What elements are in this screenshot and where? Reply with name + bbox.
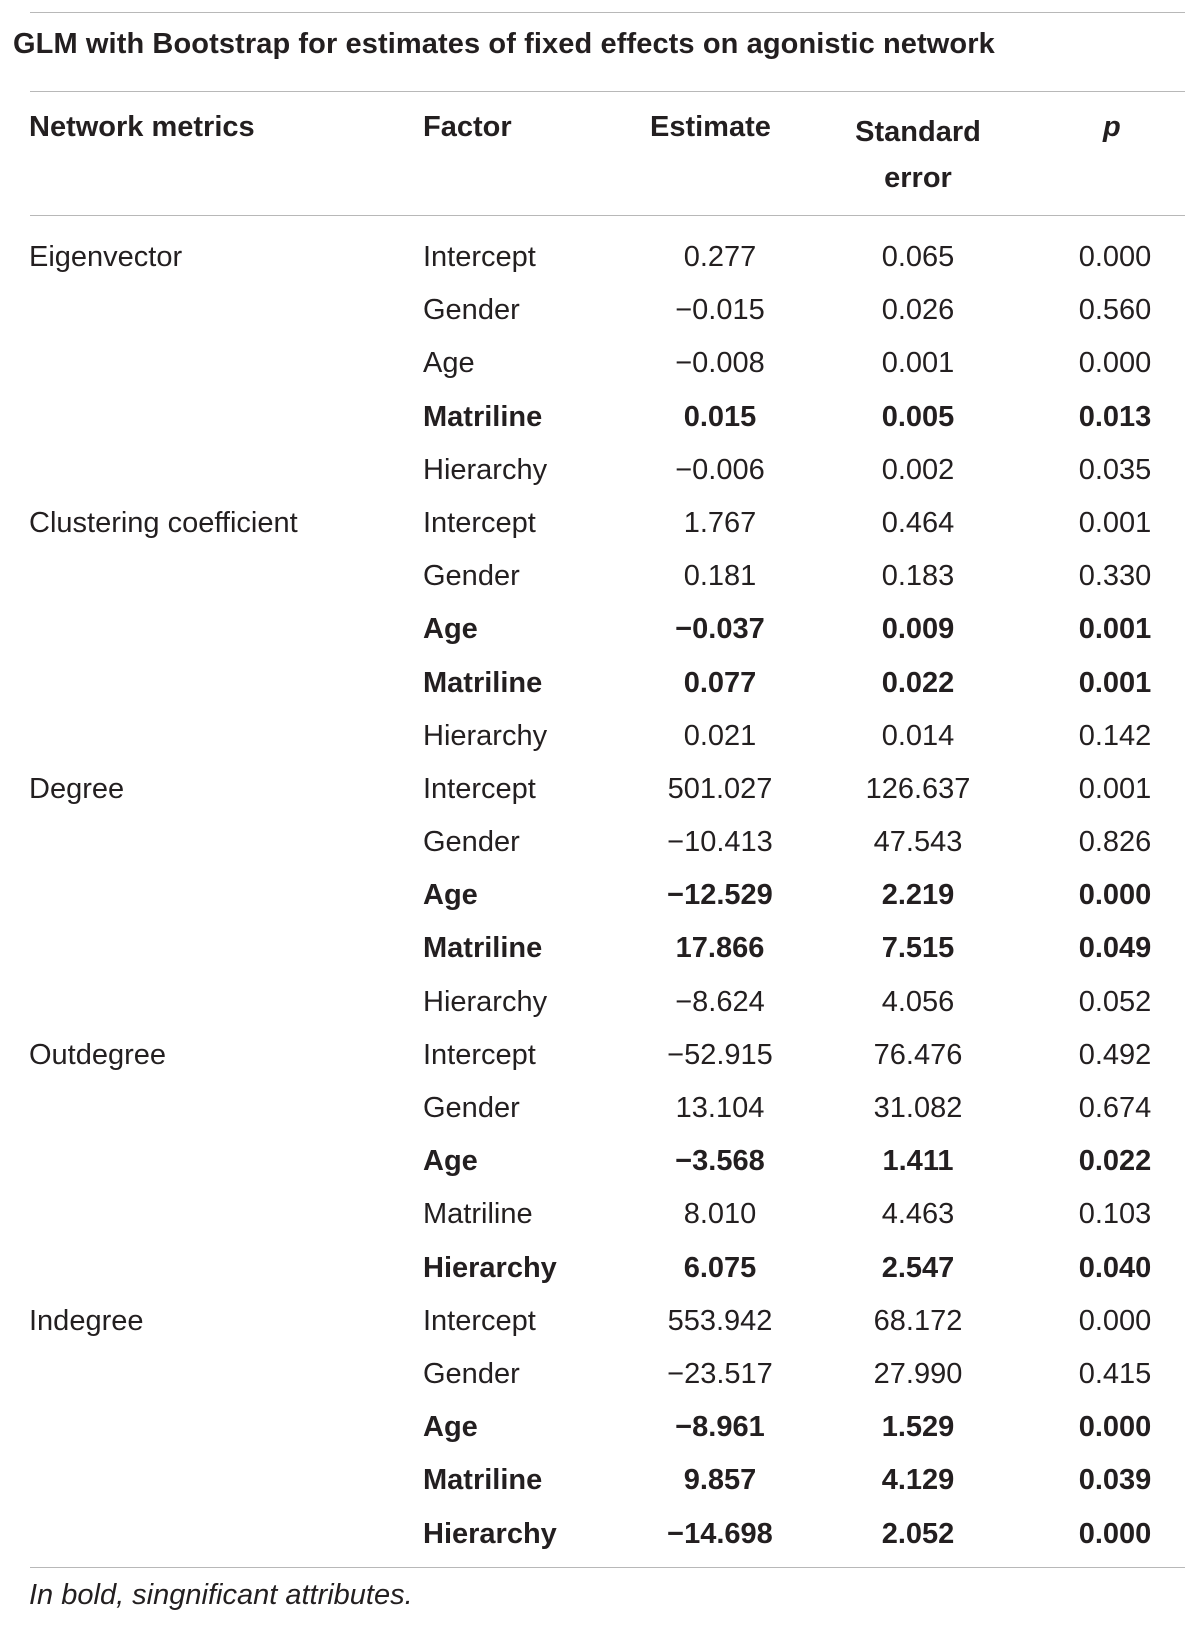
table-row xyxy=(0,816,1200,869)
cell-estimate: 1.767 xyxy=(683,506,757,539)
cell-factor: Intercept xyxy=(423,772,536,805)
table-row xyxy=(0,1135,1200,1188)
cell-standard-error: 1.529 xyxy=(881,1411,955,1444)
cell-standard-error: 0.009 xyxy=(881,613,955,646)
table-row xyxy=(0,1454,1200,1507)
cell-standard-error: 76.476 xyxy=(873,1038,963,1071)
cell-p-value: 0.001 xyxy=(1078,613,1152,646)
cell-factor: Intercept xyxy=(423,1038,536,1071)
cell-standard-error: 0.005 xyxy=(881,400,955,433)
cell-p-value: 0.035 xyxy=(1078,453,1152,486)
cell-estimate: 17.866 xyxy=(675,932,765,965)
cell-p-value: 0.142 xyxy=(1078,719,1152,752)
cell-network-metric: Indegree xyxy=(29,1304,144,1337)
cell-standard-error: 126.637 xyxy=(865,772,971,805)
cell-p-value: 0.039 xyxy=(1078,1464,1152,1497)
cell-network-metric: Clustering coefficient xyxy=(29,506,298,539)
table-row xyxy=(0,391,1200,444)
header-standard-error-line2: error xyxy=(884,162,952,194)
cell-p-value: 0.000 xyxy=(1078,241,1152,273)
cell-estimate: −14.698 xyxy=(667,1517,773,1550)
cell-factor: Age xyxy=(423,1145,478,1178)
cell-factor: Matriline xyxy=(423,1464,543,1497)
cell-standard-error: 1.411 xyxy=(882,1145,954,1178)
cell-estimate: 9.857 xyxy=(683,1464,757,1497)
cell-standard-error: 0.026 xyxy=(881,294,955,327)
header-estimate: Estimate xyxy=(650,111,771,143)
cell-factor: Age xyxy=(423,613,478,646)
cell-standard-error: 2.219 xyxy=(881,879,955,912)
cell-factor: Hierarchy xyxy=(423,985,548,1018)
cell-factor: Intercept xyxy=(423,241,536,273)
cell-factor: Intercept xyxy=(423,1304,536,1337)
table-footnote: In bold, singnificant attributes. xyxy=(29,1579,413,1611)
table-row xyxy=(0,869,1200,922)
table-row xyxy=(0,1401,1200,1454)
table-row xyxy=(0,337,1200,390)
table-row xyxy=(0,1188,1200,1241)
table-row xyxy=(0,922,1200,975)
cell-p-value: 0.001 xyxy=(1078,506,1152,539)
cell-estimate: −8.961 xyxy=(675,1411,765,1444)
cell-p-value: 0.022 xyxy=(1078,1145,1152,1178)
cell-p-value: 0.000 xyxy=(1078,1304,1152,1337)
cell-estimate: −0.015 xyxy=(675,294,765,327)
cell-estimate: −0.006 xyxy=(675,453,765,486)
table-row xyxy=(0,550,1200,603)
cell-standard-error: 0.065 xyxy=(881,241,955,273)
cell-factor: Age xyxy=(423,1411,478,1444)
cell-p-value: 0.000 xyxy=(1078,1411,1152,1444)
cell-p-value: 0.492 xyxy=(1078,1038,1152,1071)
cell-factor: Intercept xyxy=(423,506,536,539)
cell-estimate: 501.027 xyxy=(667,772,773,805)
table-row xyxy=(0,1295,1200,1348)
cell-factor: Hierarchy xyxy=(423,719,548,752)
cell-estimate: 0.277 xyxy=(683,241,757,273)
cell-p-value: 0.040 xyxy=(1078,1251,1152,1284)
cell-standard-error: 47.543 xyxy=(873,826,963,859)
cell-estimate: −8.624 xyxy=(675,985,765,1018)
table-row xyxy=(0,1508,1200,1561)
cell-factor: Gender xyxy=(423,294,520,327)
cell-p-value: 0.674 xyxy=(1078,1092,1152,1124)
table-row xyxy=(0,976,1200,1029)
cell-factor: Matriline xyxy=(423,666,543,699)
cell-network-metric: Outdegree xyxy=(29,1038,167,1071)
cell-estimate: 13.104 xyxy=(675,1092,765,1124)
cell-factor: Age xyxy=(423,347,475,380)
cell-network-metric: Degree xyxy=(29,772,125,805)
table-row xyxy=(0,284,1200,337)
cell-estimate: −0.037 xyxy=(675,613,765,646)
table-row xyxy=(0,657,1200,710)
header-standard-error xyxy=(818,109,1018,201)
table-row xyxy=(0,1348,1200,1401)
cell-factor: Gender xyxy=(423,826,520,859)
cell-standard-error: 7.515 xyxy=(881,932,955,965)
cell-p-value: 0.000 xyxy=(1078,879,1152,912)
cell-factor: Hierarchy xyxy=(423,1517,557,1550)
bottom-rule xyxy=(30,1567,1185,1568)
top-rule xyxy=(30,12,1185,13)
cell-network-metric: Eigenvector xyxy=(29,241,183,273)
cell-standard-error: 68.172 xyxy=(873,1304,963,1337)
table-title: GLM with Bootstrap for estimates of fixed effects on agonistic network xyxy=(13,28,995,60)
table-body xyxy=(0,231,1200,1561)
cell-estimate: 0.181 xyxy=(683,560,757,593)
cell-standard-error: 0.001 xyxy=(881,347,955,380)
table-row xyxy=(0,1242,1200,1295)
table-row xyxy=(0,231,1200,284)
cell-estimate: 0.015 xyxy=(683,400,757,433)
cell-estimate: −10.413 xyxy=(667,826,773,859)
header-network-metrics: Network metrics xyxy=(29,111,255,143)
cell-factor: Gender xyxy=(423,1357,520,1390)
cell-p-value: 0.000 xyxy=(1078,347,1152,380)
title-rule xyxy=(30,91,1185,92)
cell-standard-error: 31.082 xyxy=(873,1092,963,1124)
cell-p-value: 0.330 xyxy=(1078,560,1152,593)
cell-estimate: −52.915 xyxy=(667,1038,773,1071)
table-row xyxy=(0,444,1200,497)
table-row xyxy=(0,1029,1200,1082)
table-row xyxy=(0,1082,1200,1135)
cell-factor: Hierarchy xyxy=(423,1251,557,1284)
cell-factor: Matriline xyxy=(423,1198,533,1231)
cell-p-value: 0.000 xyxy=(1078,1517,1152,1550)
cell-p-value: 0.826 xyxy=(1078,826,1152,859)
cell-p-value: 0.560 xyxy=(1078,294,1152,327)
cell-standard-error: 0.002 xyxy=(881,453,955,486)
cell-p-value: 0.103 xyxy=(1078,1198,1152,1231)
cell-estimate: −12.529 xyxy=(667,879,773,912)
cell-standard-error: 0.022 xyxy=(881,666,955,699)
table-row xyxy=(0,603,1200,656)
cell-factor: Gender xyxy=(423,560,520,593)
table-row xyxy=(0,710,1200,763)
cell-standard-error: 4.056 xyxy=(881,985,955,1018)
cell-standard-error: 27.990 xyxy=(873,1357,963,1390)
cell-estimate: 6.075 xyxy=(683,1251,757,1284)
cell-factor: Matriline xyxy=(423,932,543,965)
cell-p-value: 0.001 xyxy=(1078,772,1152,805)
cell-estimate: 553.942 xyxy=(667,1304,773,1337)
cell-standard-error: 2.052 xyxy=(881,1517,955,1550)
cell-standard-error: 0.014 xyxy=(881,719,955,752)
table-row xyxy=(0,497,1200,550)
cell-factor: Gender xyxy=(423,1092,520,1124)
cell-standard-error: 2.547 xyxy=(881,1251,955,1284)
cell-factor: Hierarchy xyxy=(423,453,548,486)
cell-standard-error: 4.463 xyxy=(881,1198,955,1231)
cell-estimate: −23.517 xyxy=(667,1357,773,1390)
cell-p-value: 0.415 xyxy=(1078,1357,1152,1390)
cell-p-value: 0.049 xyxy=(1078,932,1152,965)
cell-factor: Age xyxy=(423,879,478,912)
cell-estimate: −3.568 xyxy=(675,1145,765,1178)
cell-standard-error: 0.183 xyxy=(881,560,955,593)
table-row xyxy=(0,763,1200,816)
cell-factor: Matriline xyxy=(423,400,543,433)
header-factor: Factor xyxy=(423,111,512,143)
cell-p-value: 0.001 xyxy=(1078,666,1152,699)
header-rule xyxy=(30,215,1185,216)
cell-p-value: 0.052 xyxy=(1078,985,1152,1018)
cell-standard-error: 4.129 xyxy=(881,1464,955,1497)
cell-p-value: 0.013 xyxy=(1078,400,1152,433)
cell-estimate: 0.077 xyxy=(683,666,757,699)
cell-estimate: 0.021 xyxy=(683,719,757,752)
header-standard-error-line1: Standard xyxy=(855,116,981,148)
header-p-value: p xyxy=(1103,111,1121,143)
cell-standard-error: 0.464 xyxy=(881,506,955,539)
cell-estimate: −0.008 xyxy=(675,347,765,380)
cell-estimate: 8.010 xyxy=(683,1198,757,1231)
